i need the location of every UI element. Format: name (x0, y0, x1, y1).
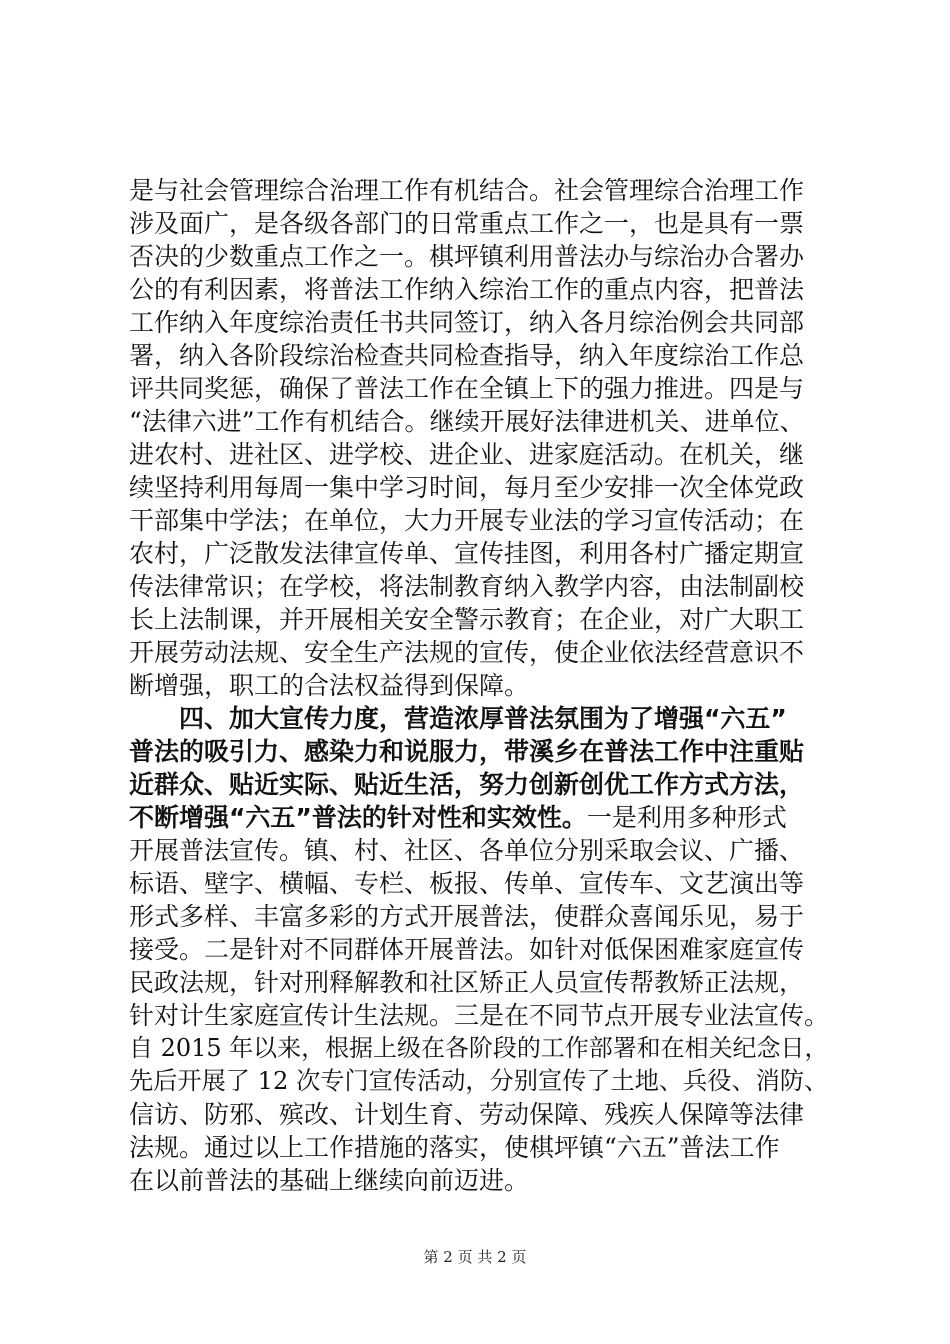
text-segment: 开展普法宣传。镇、村、社区、各单位分别采取会议、广播、 (129, 836, 805, 865)
text-line (129, 273, 829, 306)
text-segment: 开展劳动法规、安全生产法规的宣传，使企业依法经营意识不 (129, 638, 805, 667)
text-segment: “法律六进”工作有机结合。继续开展好法律进机关、进单位、 (129, 407, 805, 436)
text-line (129, 636, 829, 669)
bold-text-segment: 不断增强“六五”普法的针对性和实效性。 (129, 803, 587, 832)
text-line (129, 1164, 829, 1197)
text-segment: 法规。通过以上工作措施的落实，使棋坪镇“六五”普法工作 (129, 1133, 780, 1162)
text-line (129, 1065, 829, 1098)
bold-text-segment: 普法的吸引力、感染力和说服力，带溪乡在普法工作中注重贴 (129, 737, 805, 766)
text-segment: 否决的少数重点工作之一。棋坪镇利用普法办与综治办合署办 (129, 242, 805, 271)
text-segment: 进农村、进社区、进学校、进企业、进家庭活动。在机关，继 (129, 440, 805, 469)
text-line (129, 702, 829, 735)
text-segment: 评共同奖惩，确保了普法工作在全镇上下的强力推进。四是与 (129, 374, 805, 403)
text-line (129, 471, 829, 504)
text-line (129, 537, 829, 570)
page-footer: 第 2 页 共 2 页 (423, 1248, 527, 1266)
text-line (129, 504, 829, 537)
text-segment: 自 2015 年以来，根据上级在各阶段的工作部署和在相关纪念日， (129, 1034, 829, 1062)
text-line (129, 372, 829, 405)
text-segment: 传法律常识；在学校，将法制教育纳入教学内容，由法制副校 (129, 572, 805, 601)
text-segment: 署，纳入各阶段综治检查共同检查指导，纳入年度综治工作总 (129, 341, 805, 370)
text-line (129, 834, 829, 867)
text-segment: 一是利用多种形式 (586, 803, 787, 832)
text-line (129, 570, 829, 603)
text-line (129, 669, 829, 702)
text-line (129, 1032, 829, 1065)
text-segment: 公的有利因素，将普法工作纳入综治工作的重点内容，把普法 (129, 275, 805, 304)
text-segment: 涉及面广，是各级各部门的日常重点工作之一，也是具有一票 (129, 209, 805, 238)
text-segment: 标语、壁字、横幅、专栏、板报、传单、宣传车、文艺演出等 (129, 869, 805, 898)
text-segment: 是与社会管理综合治理工作有机结合。社会管理综合治理工作 (129, 176, 805, 205)
text-line (129, 1131, 829, 1164)
text-line (129, 999, 829, 1032)
text-segment: 干部集中学法；在单位，大力开展专业法的学习宣传活动；在 (129, 506, 805, 535)
text-line (129, 306, 829, 339)
text-segment: 农村，广泛散发法律宣传单、宣传挂图，利用各村广播定期宣 (129, 539, 805, 568)
text-line (129, 768, 829, 801)
bold-text-segment: 近群众、贴近实际、贴近生活，努力创新创优工作方式方法， (129, 770, 805, 799)
text-line (129, 174, 829, 207)
text-line (129, 801, 829, 834)
text-segment: 针对计生家庭宣传计生法规。三是在不同节点开展专业法宣传。 (129, 1001, 830, 1030)
body-text (129, 174, 829, 1197)
text-segment: 工作纳入年度综治责任书共同签订，纳入各月综治例会共同部 (129, 308, 805, 337)
text-line (129, 966, 829, 999)
text-segment: 接受。二是针对不同群体开展普法。如针对低保困难家庭宣传 (129, 935, 805, 964)
text-line (129, 900, 829, 933)
text-segment: 先后开展了 12 次专门宣传活动，分别宣传了土地、兵役、消防、 (129, 1067, 829, 1095)
text-segment: 长上法制课，并开展相关安全警示教育；在企业，对广大职工 (129, 605, 805, 634)
text-line (129, 735, 829, 768)
text-segment: 在以前普法的基础上继续向前迈进。 (129, 1166, 530, 1195)
text-line (129, 867, 829, 900)
text-line (129, 1098, 829, 1131)
text-line (129, 438, 829, 471)
text-line (129, 339, 829, 372)
text-line (129, 240, 829, 273)
text-segment: 民政法规，针对刑释解教和社区矫正人员宣传帮教矫正法规， (129, 968, 805, 997)
text-line (129, 933, 829, 966)
text-segment: 续坚持利用每周一集中学习时间，每月至少安排一次全体党政 (129, 473, 805, 502)
text-segment: 形式多样、丰富多彩的方式开展普法，使群众喜闻乐见，易于 (129, 902, 805, 931)
bold-text-segment: 四、加大宣传力度，营造浓厚普法氛围为了增强“六五” (129, 704, 787, 733)
text-segment: 断增强，职工的合法权益得到保障。 (129, 671, 530, 700)
text-segment: 信访、防邪、殡改、计划生育、劳动保障、残疾人保障等法律 (129, 1100, 805, 1129)
text-line (129, 207, 829, 240)
text-line (129, 603, 829, 636)
text-line (129, 405, 829, 438)
